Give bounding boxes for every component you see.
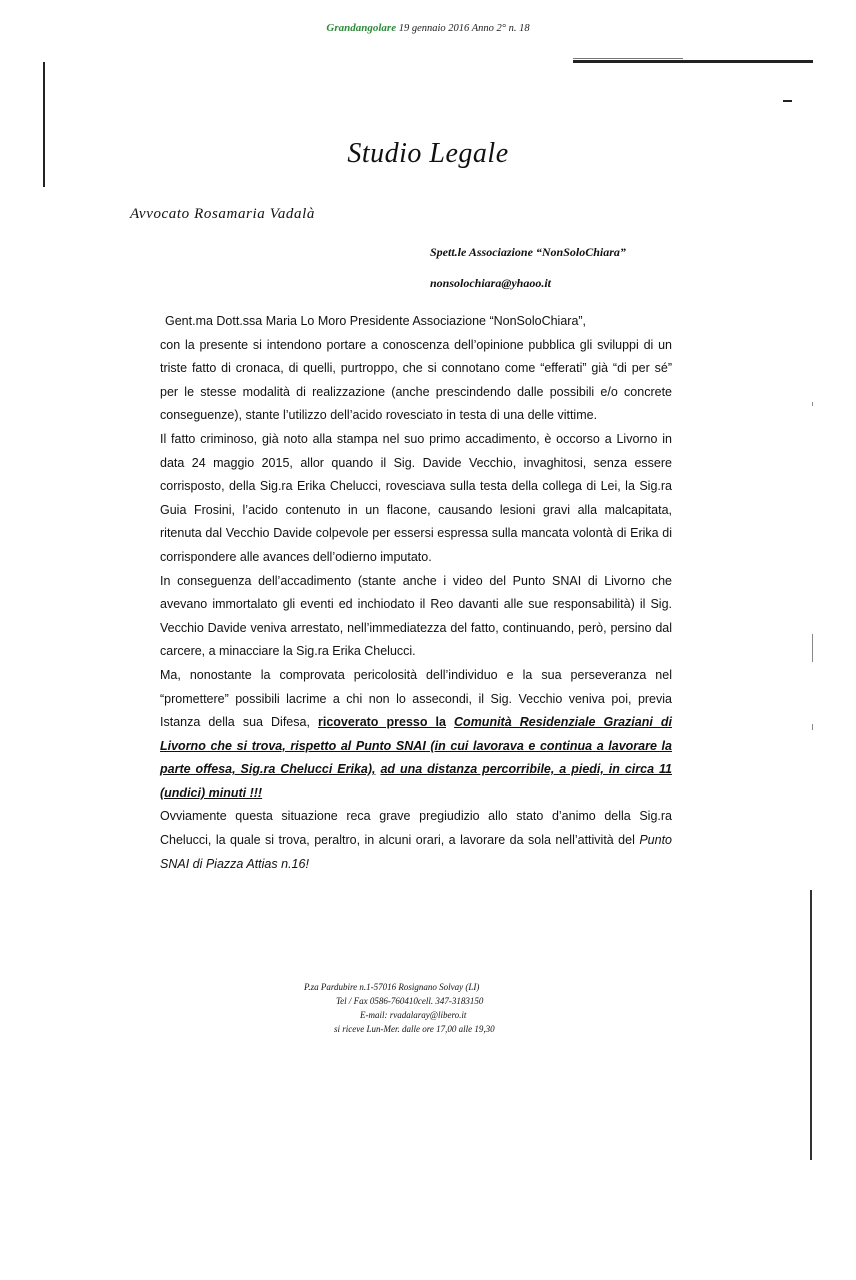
publication-name: Grandangolare <box>326 22 397 34</box>
paragraph-5-italic: Punto SNAI di Piazza Attias n.16! <box>160 833 672 871</box>
issue-info: 19 gennaio 2016 Anno 2° n. 18 <box>398 23 530 34</box>
footer-address: P.za Pardubire n.1-57016 Rosignano Solvay (LI) <box>304 982 480 992</box>
paragraph-5 <box>160 805 672 876</box>
footer-hours: si riceve Lun-Mer. dalle ore 17,00 alle 19,30 <box>334 1024 495 1034</box>
masthead <box>0 22 856 34</box>
paragraph-1: con la presente si intendono portare a conoscenza dell’opinione pubblica gli sviluppi di un triste fatto di cronaca, di quelli, purtroppo, che si connotano come “efferati” già “di per sé” per le stesse modalità di realizzazione (anche prescindendo dalle possibili e/o concrete conseguenze), stante l’utilizzo dell’acido rovesciato in testa di una delle vittime. <box>160 337 672 423</box>
underlined-text: ricoverato presso la <box>318 715 446 730</box>
underlined-italic-text: Comunità Residenziale Graziani di Livorno che si trova, rispetto al Punto SNAI (in cui lavorava e continua a lavorare la parte offesa, Sig.ra Chelucci Erika), <box>160 715 672 777</box>
paragraph-2: Il fatto criminoso, già noto alla stampa nel suo primo accadimento, è occorso a Livorno in data 24 maggio 2015, allor quando il Sig. Davide Vecchio, invaghitosi, senza essere corrisposto, della Sig.ra Erika Chelucci, rovesciava sulla testa della collega di Lei, la Sig.ra Guia Frosini, l’acido contenuto in un flacone, causando lesioni gravi alla malcapitata, ritenuta dal Vecchio Davide colpevole per essersi espressa sulla mancata volontà di Erika di corrispondere alle avances dell’odierno imputato. <box>160 431 672 564</box>
footer-email: E-mail: rvadalaray@libero.it <box>360 1010 467 1020</box>
recipient-name: Spett.le Associazione “NonSoloChiara” <box>430 245 626 259</box>
lawyer-name: Avvocato Rosamaria Vadalà <box>130 206 315 222</box>
scan-dash <box>783 100 792 102</box>
paragraph-4-text: Ma, nonostante la comprovata pericolosità dell’individuo e la sua perseveranza nel “promettere” possibili lacrime a chi non lo assecondi, il Sig. Vecchio veniva poi, previa Istanza della sua Difesa, <box>160 667 672 730</box>
scan-margin-line-right <box>810 890 812 1160</box>
recipient-email: nonsolochiara@yhaoo.it <box>430 276 552 290</box>
scan-speck <box>812 724 813 730</box>
letter-body <box>160 310 672 876</box>
scan-speck <box>812 634 813 662</box>
studio-title: Studio Legale <box>347 138 509 169</box>
paragraph-3: In conseguenza dell’accadimento (stante anche i video del Punto SNAI di Livorno che avevano immortalato gli eventi ed inchiodato il Reo davanti alle sue responsabilità) il Sig. Vecchio Davide veniva arrestato, nell’immediatezza del fatto, continuando, però, persino dal carcere, a minacciare la Sig.ra Erika Chelucci. <box>160 573 672 659</box>
footer-phone: Tel / Fax 0586-760410cell. 347-3183150 <box>336 996 484 1006</box>
scan-speck <box>812 402 813 406</box>
paragraph-5-text: Ovviamente questa situazione reca grave pregiudizio allo stato d’animo della Sig.ra Chelucci, la quale si trova, peraltro, in alcuni orari, a lavorare da sola nell’attività del <box>160 809 672 848</box>
scan-rule-thin <box>573 58 683 59</box>
scan-rule <box>573 60 813 63</box>
footer-contacts <box>300 980 540 1036</box>
underlined-italic-text-end: ad una distanza percorribile, a piedi, in circa 11 (undici) minuti !!! <box>160 762 672 800</box>
salutation: Gent.ma Dott.ssa Maria Lo Moro Presidente Associazione “NonSoloChiara”, <box>165 314 587 328</box>
paragraph-4 <box>160 664 672 806</box>
